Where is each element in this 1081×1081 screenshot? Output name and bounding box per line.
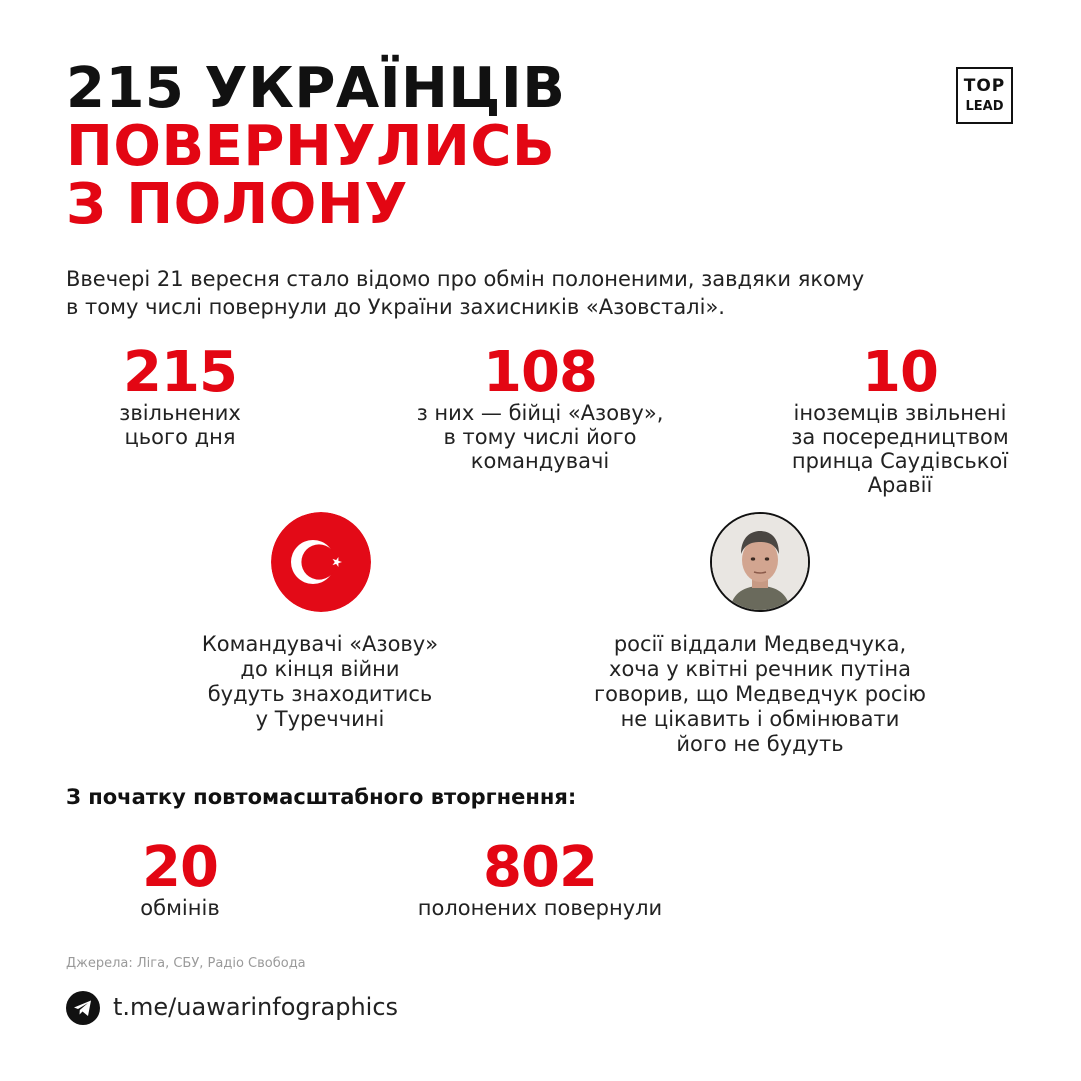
stat-caption-line: за посередництвом <box>791 425 1009 449</box>
stat-number: 215 <box>123 340 237 405</box>
title-line-3: З ПОЛОНУ <box>66 172 408 237</box>
stat-caption-line: цього дня <box>124 425 236 449</box>
fact-line: до кінця війни <box>240 657 400 681</box>
stat-caption-line: принца Саудівської <box>791 449 1009 473</box>
logo-top-text: TOP <box>963 76 1006 96</box>
portrait-photo <box>710 512 810 612</box>
title-line-1: 215 УКРАЇНЦІВ <box>66 56 566 121</box>
stat-caption-line: з них — бійці «Азову», <box>416 401 664 425</box>
stat-caption: полонених повернули <box>417 896 663 920</box>
intro-line-2: в тому числі повернули до України захисників «Азовсталі». <box>66 295 725 319</box>
stat-caption: обмінів <box>140 896 220 920</box>
stat-caption-line: в тому числі його <box>443 425 637 449</box>
fact-azov-commanders <box>170 632 470 732</box>
fact-line: його не будуть <box>676 732 844 756</box>
stat-number: 802 <box>483 835 597 900</box>
fact-line: не цікавить і обмінювати <box>620 707 900 731</box>
fact-medvedchuk <box>560 632 960 757</box>
title-line-2: ПОВЕРНУЛИСЬ <box>66 114 556 179</box>
stat-azov-fighters <box>390 340 690 473</box>
stat-released <box>80 340 280 449</box>
top-lead-logo <box>956 67 1013 124</box>
stat-foreigners <box>770 340 1030 497</box>
turkey-flag-icon <box>271 512 371 612</box>
stat-caption-line: іноземців звільнені <box>793 401 1007 425</box>
stat-caption-line: командувачі <box>470 449 610 473</box>
fact-line: будуть знаходитись <box>207 682 433 706</box>
fact-line: Командувачі «Азову» <box>201 632 439 656</box>
logo-bottom-text: LEAD <box>965 99 1004 114</box>
sources-note: Джерела: Ліга, СБУ, Радіо Свобода <box>66 956 306 971</box>
stat-number: 108 <box>483 340 597 405</box>
stat-number: 10 <box>862 340 938 405</box>
stat-returned-prisoners <box>395 835 685 920</box>
telegram-link[interactable]: t.me/uawarinfographics <box>113 993 399 1021</box>
fact-line: хоча у квітні речник путіна <box>609 657 911 681</box>
fact-line: говорив, що Медведчук росію <box>594 682 926 706</box>
stat-caption-line: звільнених <box>119 401 241 425</box>
intro-paragraph <box>66 265 966 321</box>
since-start-heading: З початку повтомасштабного вторгнення: <box>66 785 577 809</box>
fact-line: у Туреччині <box>255 707 385 731</box>
stat-exchanges <box>100 835 260 920</box>
stat-number: 20 <box>142 835 218 900</box>
fact-line: росії віддали Медведчука, <box>613 632 907 656</box>
telegram-icon <box>66 991 100 1025</box>
intro-line-1: Ввечері 21 вересня стало відомо про обмін полоненими, завдяки якому <box>66 267 865 291</box>
page-title <box>66 56 566 237</box>
stat-caption-line: Аравії <box>867 473 933 497</box>
